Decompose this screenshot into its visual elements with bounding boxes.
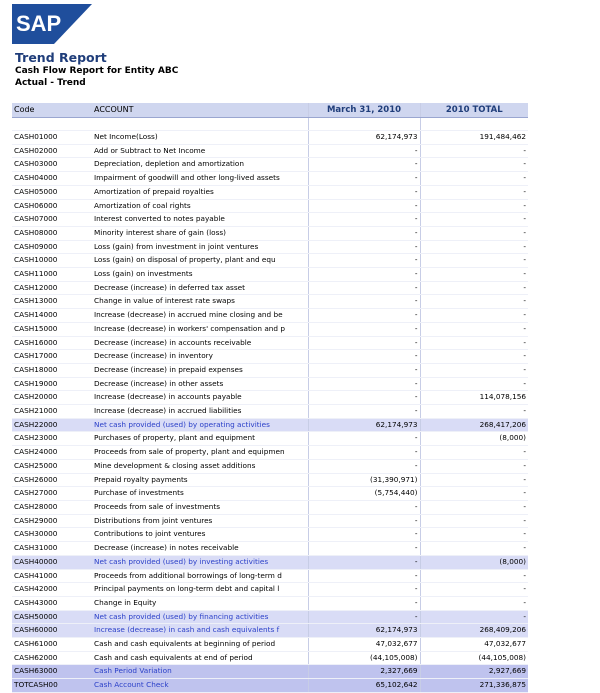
row-code: CASH43000 — [12, 596, 92, 610]
report-title: Trend Report — [15, 50, 107, 65]
row-period-value: - — [308, 514, 420, 528]
table-row — [12, 268, 528, 282]
logo-text: SAP — [16, 11, 62, 36]
row-period-value: - — [308, 309, 420, 323]
row-code: CASH17000 — [12, 350, 92, 364]
table-row — [12, 172, 528, 186]
row-account: Decrease (increase) in deferred tax asset — [92, 281, 308, 295]
row-code: CASH20000 — [12, 391, 92, 405]
row-account: Amortization of prepaid royalties — [92, 185, 308, 199]
table-row — [12, 158, 528, 172]
table-row — [12, 514, 528, 528]
row-account: Proceeds from sale of property, plant and equipmen — [92, 446, 308, 460]
row-code: CASH28000 — [12, 500, 92, 514]
table-row — [12, 405, 528, 419]
row-total-value: - — [420, 268, 528, 282]
row-period-value: - — [308, 432, 420, 446]
row-period-value: - — [308, 542, 420, 556]
row-code: CASH41000 — [12, 569, 92, 583]
row-account: Mine development & closing asset additions — [92, 459, 308, 473]
row-code: TOTCASH00 — [12, 679, 92, 693]
row-code: CASH22000 — [12, 418, 92, 432]
table-row — [12, 295, 528, 309]
row-period-value: - — [308, 254, 420, 268]
row-code: CASH11000 — [12, 268, 92, 282]
table-row — [12, 240, 528, 254]
table-row — [12, 487, 528, 501]
table-row — [12, 432, 528, 446]
table-row — [12, 446, 528, 460]
table-row — [12, 185, 528, 199]
cash-flow-table — [12, 103, 528, 693]
row-code: CASH03000 — [12, 158, 92, 172]
row-total-value: 47,032,677 — [420, 638, 528, 652]
row-account: Contributions to joint ventures — [92, 528, 308, 542]
row-total-value: 2,927,669 — [420, 665, 528, 679]
row-account: Cash and cash equivalents at end of period — [92, 651, 308, 665]
row-total-value: - — [420, 363, 528, 377]
row-account: Interest converted to notes payable — [92, 213, 308, 227]
row-code: CASH06000 — [12, 199, 92, 213]
row-period-value: - — [308, 185, 420, 199]
row-total-value: - — [420, 583, 528, 597]
row-period-value: - — [308, 446, 420, 460]
row-code: CASH31000 — [12, 542, 92, 556]
row-period-value: - — [308, 391, 420, 405]
row-account: Net cash provided (used) by financing activities — [92, 610, 308, 624]
row-code: CASH08000 — [12, 226, 92, 240]
row-code: CASH42000 — [12, 583, 92, 597]
row-period-value: (5,754,440) — [308, 487, 420, 501]
row-account: Proceeds from additional borrowings of long-term d — [92, 569, 308, 583]
row-account: Net cash provided (used) by investing activities — [92, 555, 308, 569]
row-code: CASH16000 — [12, 336, 92, 350]
row-account: Depreciation, depletion and amortization — [92, 158, 308, 172]
row-period-value: - — [308, 555, 420, 569]
row-code: CASH25000 — [12, 459, 92, 473]
table-row — [12, 363, 528, 377]
row-total-value: - — [420, 199, 528, 213]
row-account: Purchase of investments — [92, 487, 308, 501]
row-period-value: 65,102,642 — [308, 679, 420, 693]
table-row — [12, 322, 528, 336]
row-account: Impairment of goodwill and other long-lived assets — [92, 172, 308, 186]
row-period-value: - — [308, 500, 420, 514]
row-total-value: - — [420, 405, 528, 419]
row-account: Cash Account Check — [92, 679, 308, 693]
table-row — [12, 131, 528, 145]
row-total-value: - — [420, 226, 528, 240]
row-total-value: - — [420, 459, 528, 473]
table-row — [12, 418, 528, 432]
row-total-value: - — [420, 322, 528, 336]
table-row — [12, 583, 528, 597]
row-account: Cash Period Variation — [92, 665, 308, 679]
row-account: Decrease (increase) in other assets — [92, 377, 308, 391]
row-code: CASH27000 — [12, 487, 92, 501]
row-period-value: - — [308, 377, 420, 391]
table-row — [12, 377, 528, 391]
row-period-value: 47,032,677 — [308, 638, 420, 652]
row-total-value: - — [420, 172, 528, 186]
row-code: CASH21000 — [12, 405, 92, 419]
table-row — [12, 226, 528, 240]
row-account: Increase (decrease) in accrued mine closing and be — [92, 309, 308, 323]
row-total-value: 114,078,156 — [420, 391, 528, 405]
table-row — [12, 500, 528, 514]
table-row — [12, 665, 528, 679]
row-code: CASH12000 — [12, 281, 92, 295]
table-row — [12, 473, 528, 487]
row-code: CASH05000 — [12, 185, 92, 199]
row-account: Loss (gain) on investments — [92, 268, 308, 282]
row-code: CASH60000 — [12, 624, 92, 638]
row-total-value: 191,484,462 — [420, 131, 528, 145]
row-total-value: - — [420, 309, 528, 323]
row-period-value: - — [308, 528, 420, 542]
row-account: Add or Subtract to Net Income — [92, 144, 308, 158]
row-period-value: - — [308, 350, 420, 364]
row-code: CASH19000 — [12, 377, 92, 391]
table-row — [12, 569, 528, 583]
row-account: Change in value of interest rate swaps — [92, 295, 308, 309]
row-period-value: - — [308, 405, 420, 419]
row-account: Cash and cash equivalents at beginning of period — [92, 638, 308, 652]
row-total-value: - — [420, 240, 528, 254]
row-account: Distributions from joint ventures — [92, 514, 308, 528]
row-code: CASH63000 — [12, 665, 92, 679]
row-period-value: - — [308, 226, 420, 240]
row-total-value: (8,000) — [420, 432, 528, 446]
table-header-row — [12, 103, 528, 118]
row-account: Increase (decrease) in accounts payable — [92, 391, 308, 405]
row-account: Increase (decrease) in accrued liabilities — [92, 405, 308, 419]
table-row — [12, 638, 528, 652]
col-header-total: 2010 TOTAL — [420, 103, 528, 118]
table-row — [12, 610, 528, 624]
row-total-value: - — [420, 569, 528, 583]
row-period-value: - — [308, 240, 420, 254]
row-period-value: (31,390,971) — [308, 473, 420, 487]
row-total-value: - — [420, 213, 528, 227]
row-period-value: - — [308, 459, 420, 473]
row-total-value: - — [420, 473, 528, 487]
row-account: Increase (decrease) in workers' compensation and p — [92, 322, 308, 336]
row-total-value: - — [420, 336, 528, 350]
row-total-value: - — [420, 185, 528, 199]
table-row — [12, 391, 528, 405]
row-total-value: - — [420, 446, 528, 460]
row-code: CASH40000 — [12, 555, 92, 569]
row-total-value: (8,000) — [420, 555, 528, 569]
row-account: Prepaid royalty payments — [92, 473, 308, 487]
row-period-value: - — [308, 268, 420, 282]
row-account: Proceeds from sale of investments — [92, 500, 308, 514]
table-row — [12, 528, 528, 542]
row-code: CASH18000 — [12, 363, 92, 377]
row-code: CASH09000 — [12, 240, 92, 254]
row-period-value: - — [308, 569, 420, 583]
row-total-value: - — [420, 514, 528, 528]
row-period-value: 62,174,973 — [308, 131, 420, 145]
row-code: CASH29000 — [12, 514, 92, 528]
row-code: CASH30000 — [12, 528, 92, 542]
report-subtitle: Cash Flow Report for Entity ABC — [15, 66, 179, 76]
table-row — [12, 459, 528, 473]
row-period-value: (44,105,008) — [308, 651, 420, 665]
row-code: CASH02000 — [12, 144, 92, 158]
row-period-value: - — [308, 363, 420, 377]
row-account: Change in Equity — [92, 596, 308, 610]
row-code: CASH13000 — [12, 295, 92, 309]
row-period-value: - — [308, 336, 420, 350]
row-account: Decrease (increase) in notes receivable — [92, 542, 308, 556]
row-total-value: (44,105,008) — [420, 651, 528, 665]
row-total-value: - — [420, 281, 528, 295]
row-period-value: - — [308, 322, 420, 336]
report-version: Actual - Trend — [15, 78, 86, 88]
row-period-value: - — [308, 172, 420, 186]
row-period-value: 62,174,973 — [308, 418, 420, 432]
col-header-account: ACCOUNT — [92, 103, 308, 118]
row-code: CASH14000 — [12, 309, 92, 323]
row-account: Decrease (increase) in prepaid expenses — [92, 363, 308, 377]
row-code: CASH23000 — [12, 432, 92, 446]
row-total-value: - — [420, 487, 528, 501]
row-code: CASH01000 — [12, 131, 92, 145]
row-code: CASH24000 — [12, 446, 92, 460]
row-period-value: 62,174,973 — [308, 624, 420, 638]
row-account: Decrease (increase) in accounts receivable — [92, 336, 308, 350]
sap-logo — [12, 4, 92, 44]
row-period-value: - — [308, 281, 420, 295]
row-total-value: - — [420, 350, 528, 364]
row-period-value: - — [308, 144, 420, 158]
spacer-row — [12, 118, 528, 131]
row-total-value: - — [420, 295, 528, 309]
row-account: Net cash provided (used) by operating activities — [92, 418, 308, 432]
row-period-value: - — [308, 596, 420, 610]
table-row — [12, 281, 528, 295]
row-period-value: - — [308, 199, 420, 213]
table-row — [12, 651, 528, 665]
row-code: CASH62000 — [12, 651, 92, 665]
row-total-value: 271,336,875 — [420, 679, 528, 693]
row-total-value: 268,417,206 — [420, 418, 528, 432]
row-total-value: - — [420, 528, 528, 542]
table-row — [12, 596, 528, 610]
row-total-value: - — [420, 596, 528, 610]
row-code: CASH15000 — [12, 322, 92, 336]
table-row — [12, 624, 528, 638]
row-account: Loss (gain) on disposal of property, plant and equ — [92, 254, 308, 268]
row-period-value: - — [308, 295, 420, 309]
row-total-value: - — [420, 144, 528, 158]
col-header-period: March 31, 2010 — [308, 103, 420, 118]
row-account: Loss (gain) from investment in joint ventures — [92, 240, 308, 254]
row-account: Principal payments on long-term debt and capital l — [92, 583, 308, 597]
row-total-value: - — [420, 377, 528, 391]
table-row — [12, 679, 528, 693]
row-code: CASH50000 — [12, 610, 92, 624]
table-row — [12, 336, 528, 350]
row-total-value: - — [420, 542, 528, 556]
table-row — [12, 144, 528, 158]
row-code: CASH26000 — [12, 473, 92, 487]
row-account: Minority interest share of gain (loss) — [92, 226, 308, 240]
row-account: Amortization of coal rights — [92, 199, 308, 213]
table-row — [12, 542, 528, 556]
row-period-value: - — [308, 213, 420, 227]
row-total-value: - — [420, 254, 528, 268]
row-code: CASH07000 — [12, 213, 92, 227]
row-code: CASH10000 — [12, 254, 92, 268]
row-account: Net Income(Loss) — [92, 131, 308, 145]
table-row — [12, 309, 528, 323]
row-account: Decrease (increase) in inventory — [92, 350, 308, 364]
col-header-code: Code — [12, 103, 92, 118]
row-period-value: - — [308, 583, 420, 597]
row-total-value: - — [420, 500, 528, 514]
row-period-value: - — [308, 610, 420, 624]
table-row — [12, 199, 528, 213]
table-row — [12, 350, 528, 364]
table-row — [12, 213, 528, 227]
row-period-value: - — [308, 158, 420, 172]
row-total-value: - — [420, 158, 528, 172]
row-total-value: - — [420, 610, 528, 624]
row-code: CASH04000 — [12, 172, 92, 186]
row-code: CASH61000 — [12, 638, 92, 652]
table-row — [12, 555, 528, 569]
row-account: Purchases of property, plant and equipment — [92, 432, 308, 446]
row-period-value: 2,327,669 — [308, 665, 420, 679]
row-account: Increase (decrease) in cash and cash equivalents f — [92, 624, 308, 638]
table-row — [12, 254, 528, 268]
row-total-value: 268,409,206 — [420, 624, 528, 638]
